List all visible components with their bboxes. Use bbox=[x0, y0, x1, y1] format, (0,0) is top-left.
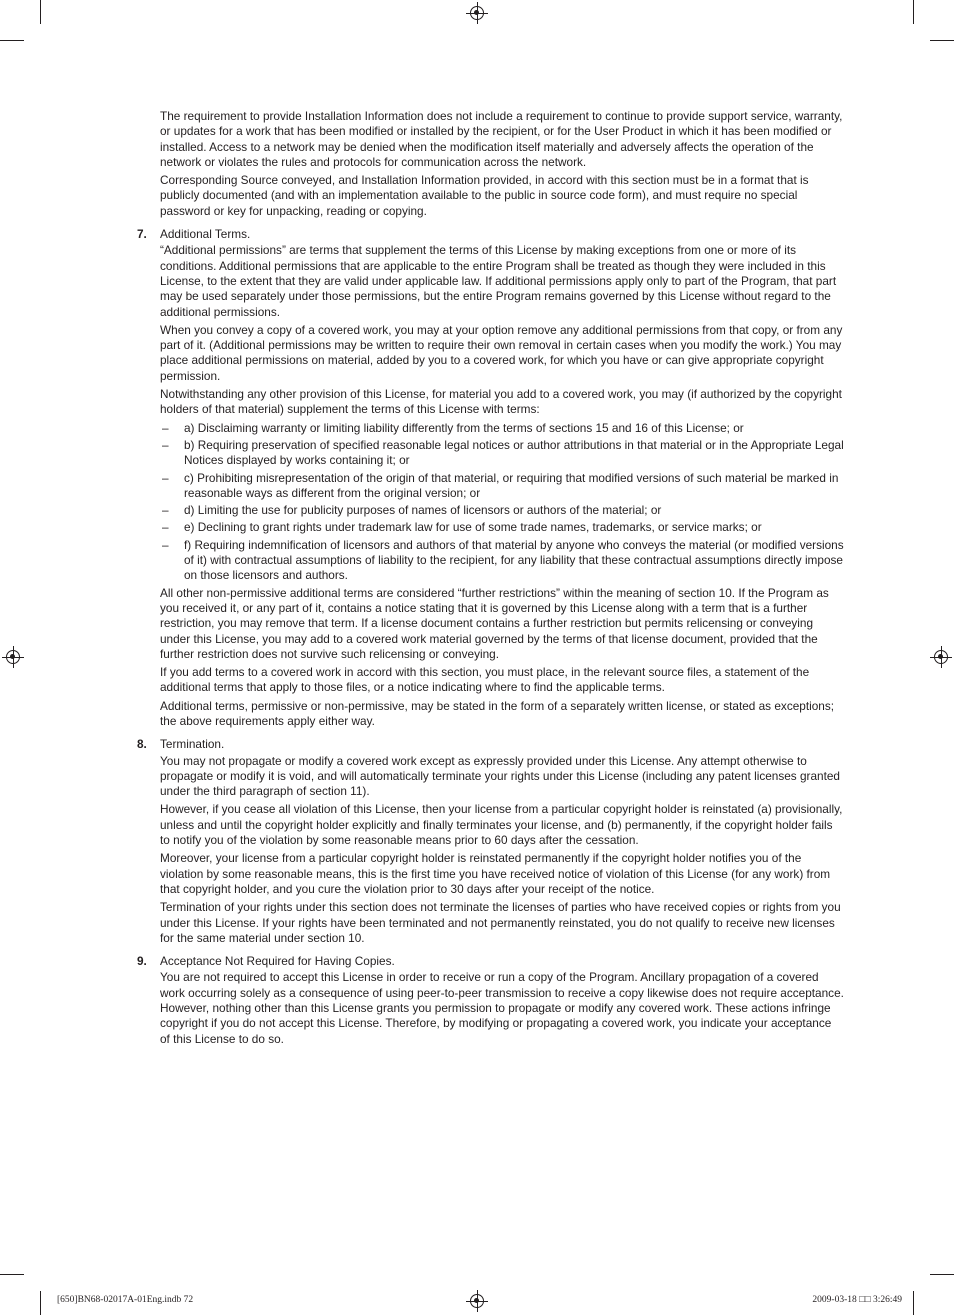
section-title: Additional Terms. bbox=[160, 227, 251, 242]
terms-list bbox=[160, 421, 844, 584]
registration-mark-icon bbox=[6, 650, 20, 664]
crop-mark bbox=[40, 1291, 41, 1315]
registration-mark-icon bbox=[934, 650, 948, 664]
list-item bbox=[160, 538, 844, 584]
section-paragraph: Notwithstanding any other provision of this License, for material you add to a covered work, you may (if authorized by the copyright holders of that material) supplement the terms of this License with terms: bbox=[160, 387, 842, 417]
section-8 bbox=[137, 737, 844, 946]
list-item bbox=[160, 421, 844, 436]
crop-mark bbox=[913, 0, 914, 24]
list-item bbox=[160, 438, 844, 469]
section-9 bbox=[137, 954, 844, 1047]
list-item-text: e) Declining to grant rights under trademark law for use of some trade names, trademarks, or service marks; or bbox=[184, 520, 762, 535]
section-paragraph: Additional terms, permissive or non-permissive, may be stated in the form of a separately written license, or stated as exceptions; the above requirements apply either way. bbox=[160, 698, 835, 728]
list-item bbox=[160, 503, 844, 518]
section-number: 8. bbox=[137, 737, 147, 752]
crop-mark bbox=[0, 40, 24, 41]
section-paragraph: When you convey a copy of a covered work, you may at your option remove any additional permissions from that copy, or from any part of it. (Additional permissions may be written to require their own removal in certain cases when you modify the work.) You may place additional permissions on material, added by you to a covered work, for which you have or can give appropriate copyright permission. bbox=[160, 322, 843, 383]
section-paragraph: However, if you cease all violation of this License, then your license from a particular copyright holder is reinstated (a) provisionally, unless and until the copyright holder explicitly and finally terminates your license, and (b) permanently, if the copyright holder fails to notify you of the violation by some reasonable means prior to 60 days after the cessation. bbox=[160, 802, 843, 848]
crop-mark bbox=[930, 40, 954, 41]
list-item bbox=[160, 520, 844, 535]
section-paragraph: If you add terms to a covered work in accord with this section, you must place, in the relevant source files, a statement of the additional terms that apply to those files, or a notice indicating where to find the applicable terms. bbox=[160, 665, 810, 695]
section-paragraph: “Additional permissions” are terms that supplement the terms of this License by making exceptions from one or more of its conditions. Additional permissions that are applicable to the entire Program shall be treated as though they were included in this License, to the extent that they are valid under applicable law. If additional permissions apply only to part of the Program, that part may be used separately under those permissions, but the entire Program remains governed by this License without regard to the additional permissions. bbox=[160, 243, 837, 319]
list-item-text: d) Limiting the use for publicity purposes of names of licensors or authors of the material; or bbox=[184, 503, 662, 518]
list-dash: – bbox=[162, 537, 169, 552]
list-item bbox=[160, 471, 844, 502]
section-number: 7. bbox=[137, 227, 147, 242]
section-paragraph: Termination of your rights under this section does not terminate the licenses of parties who have received copies or rights from you under this License. If your rights have been terminated and not permanently reinstated, you do not qualify to receive new licenses for the same material under section 10. bbox=[160, 900, 841, 945]
license-text bbox=[137, 109, 844, 1050]
section-paragraph: Moreover, your license from a particular copyright holder is reinstated permanently if the copyright holder notifies you of the violation by some reasonable means, this is the first time you have received notice of violation of this License (for any work) from that copyright holder, and you cure the violation prior to 30 days after your receipt of the notice. bbox=[160, 851, 831, 896]
list-item-text: a) Disclaiming warranty or limiting liability differently from the terms of sections 15 and 16 of this License; or bbox=[184, 420, 744, 435]
list-item-text: c) Prohibiting misrepresentation of the origin of that material, or requiring that modified versions of such material be marked in reasonable ways as different from the original version; or bbox=[184, 470, 839, 500]
section-7 bbox=[137, 227, 844, 729]
list-item-text: b) Requiring preservation of specified reasonable legal notices or author attributions in that material or in the Appropriate Legal Notices displayed by works containing it; or bbox=[184, 437, 844, 468]
footer-timestamp: 2009-03-18 □□ 3:26:49 bbox=[812, 1295, 902, 1305]
list-dash: – bbox=[162, 520, 169, 535]
registration-mark-icon bbox=[470, 1294, 484, 1308]
crop-mark bbox=[913, 1291, 914, 1315]
intro-paragraph: Corresponding Source conveyed, and Installation Information provided, in accord with this section must be in a format that is publicly documented (and with an implementation available to the public in source code form), and must require no special password or key for unpacking, reading or copying. bbox=[160, 173, 809, 218]
footer-file-name: [650]BN68-02017A-01Eng.indb 72 bbox=[57, 1295, 194, 1305]
list-dash: – bbox=[162, 437, 169, 452]
list-dash: – bbox=[162, 470, 169, 485]
section-paragraph: All other non-permissive additional terms are considered “further restrictions” within the meaning of section 10. If the Program as you received it, or any part of it, contains a notice stating that it is governed by this License along with a term that is a further restriction, you may remove that term. If a license document contains a further restriction but permits relicensing or conveying under this License, you may add to a covered work material governed by the terms of that license document, provided that the further restriction does not survive such relicensing or conveying. bbox=[160, 585, 829, 661]
crop-mark bbox=[930, 1274, 954, 1275]
section-number: 9. bbox=[137, 954, 147, 969]
section-title: Termination. bbox=[160, 737, 225, 752]
crop-mark bbox=[40, 0, 41, 24]
crop-mark bbox=[0, 1274, 24, 1275]
intro-paragraph: The requirement to provide Installation Information does not include a requirement to continue to provide support service, warranty, or updates for a work that has been modified or installed by the recipient, or for the User Product in which it has been modified or installed. Access to a network may be denied when the modification itself materially and adversely affects the operation of the network or violates the rules and protocols for communication across the network. bbox=[160, 109, 843, 169]
section-paragraph: You may not propagate or modify a covered work except as expressly provided under this License. Any attempt otherwise to propagate or modify it is void, and will automatically terminate your rights under this License (including any patent licenses granted under the third paragraph of section 11). bbox=[160, 753, 840, 799]
section-title: Acceptance Not Required for Having Copies. bbox=[160, 954, 395, 969]
list-item-text: f) Requiring indemnification of licensors and authors of that material by anyone who conveys the material (or modified versions of it) with contractual assumptions of liability to the recipient, for any liability that these contractual assumptions directly impose on those licensors and authors. bbox=[184, 537, 844, 583]
registration-mark-icon bbox=[470, 6, 484, 20]
list-dash: – bbox=[162, 503, 169, 518]
section-paragraph: You are not required to accept this License in order to receive or run a copy of the Program. Ancillary propagation of a covered work occurring solely as a consequence of using peer-to-peer transmission to receive a copy likewise does not require acceptance. However, nothing other than this License grants you permission to propagate or modify any covered work. These actions infringe copyright if you do not accept this License. Therefore, by modifying or propagating a covered work, you indicate your acceptance of this License to do so. bbox=[160, 970, 844, 1046]
list-dash: – bbox=[162, 420, 169, 435]
